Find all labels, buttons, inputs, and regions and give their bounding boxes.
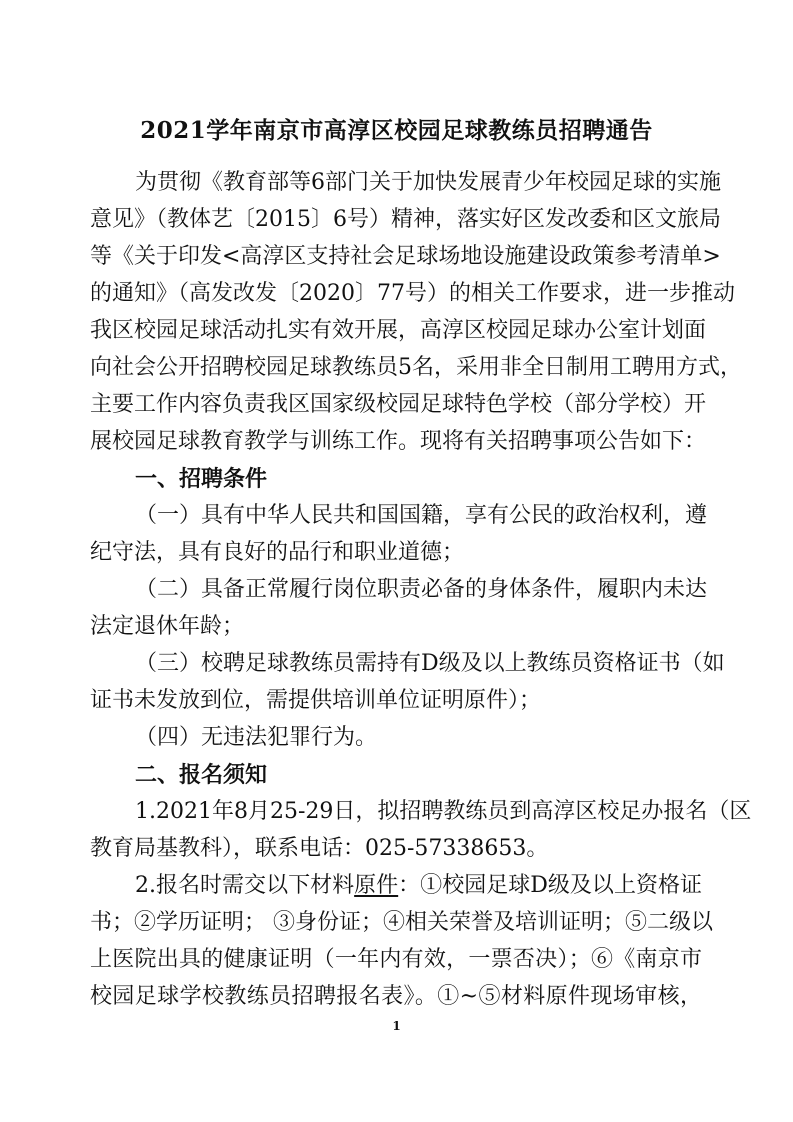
intro-line: 我区校园足球活动扎实有效开展，高淳区校园足球办公室计划面 xyxy=(90,318,707,343)
requirement-item: （三）校聘足球教练员需持有D级及以上教练员资格证书（如 xyxy=(135,651,725,676)
page-title: 2021学年南京市高淳区校园足球教练员招聘通告 xyxy=(140,117,653,144)
section-heading-registration: 二、报名须知 xyxy=(135,762,268,788)
registration-item: 上医院出具的健康证明（一年内有效，一票否决）；⑥《南京市 xyxy=(90,947,702,972)
requirement-item: 纪守法，具有良好的品行和职业道德； xyxy=(90,540,465,565)
requirement-item: （二）具备正常履行岗位职责必备的身体条件，履职内未达 xyxy=(135,577,708,602)
original-docs-emphasis: 原件 xyxy=(354,873,399,898)
materials-prefix: 2.报名时需交以下材料 xyxy=(135,873,355,898)
registration-item xyxy=(135,871,702,901)
requirement-item: （一）具有中华人民共和国国籍，享有公民的政治权利，遵 xyxy=(135,503,708,528)
registration-item: 书；②学历证明； ③身份证；④相关荣誉及培训证明；⑤二级以 xyxy=(90,910,713,935)
intro-line: 向社会公开招聘校园足球教练员5名，采用非全日制用工聘用方式， xyxy=(90,355,742,380)
intro-line: 意见》（教体艺〔2015〕6号）精神，落实好区发改委和区文旅局 xyxy=(90,207,721,232)
registration-item: 校园足球学校教练员招聘报名表》。①~⑤材料原件现场审核， xyxy=(90,984,702,1009)
intro-line: 主要工作内容负责我区国家级校园足球特色学校（部分学校）开 xyxy=(90,392,707,417)
registration-item: 1.2021年8月25-29日，拟招聘教练员到高淳区校足办报名（区 xyxy=(135,799,752,824)
intro-line: 为贯彻《教育部等6部门关于加快发展青少年校园足球的实施 xyxy=(135,170,721,195)
page-number: 1 xyxy=(392,1019,401,1033)
requirement-item: （四）无违法犯罪行为。 xyxy=(135,725,378,750)
section-heading-requirements: 一、招聘条件 xyxy=(135,466,268,492)
requirement-item: 法定退休年龄； xyxy=(90,614,245,639)
intro-line: 等《关于印发<高淳区支持社会足球场地设施建设政策参考清单> xyxy=(90,244,721,269)
intro-line: 展校园足球教育教学与训练工作。现将有关招聘事项公告如下： xyxy=(90,429,707,454)
registration-item: 教育局基教科），联系电话：025-57338653。 xyxy=(90,836,549,861)
intro-line: 的通知》（高发改发〔2020〕77号）的相关工作要求，进一步推动 xyxy=(90,281,735,306)
requirement-item: 证书未发放到位，需提供培训单位证明原件）； xyxy=(90,688,542,713)
materials-suffix: ：①校园足球D级及以上资格证 xyxy=(398,873,702,898)
